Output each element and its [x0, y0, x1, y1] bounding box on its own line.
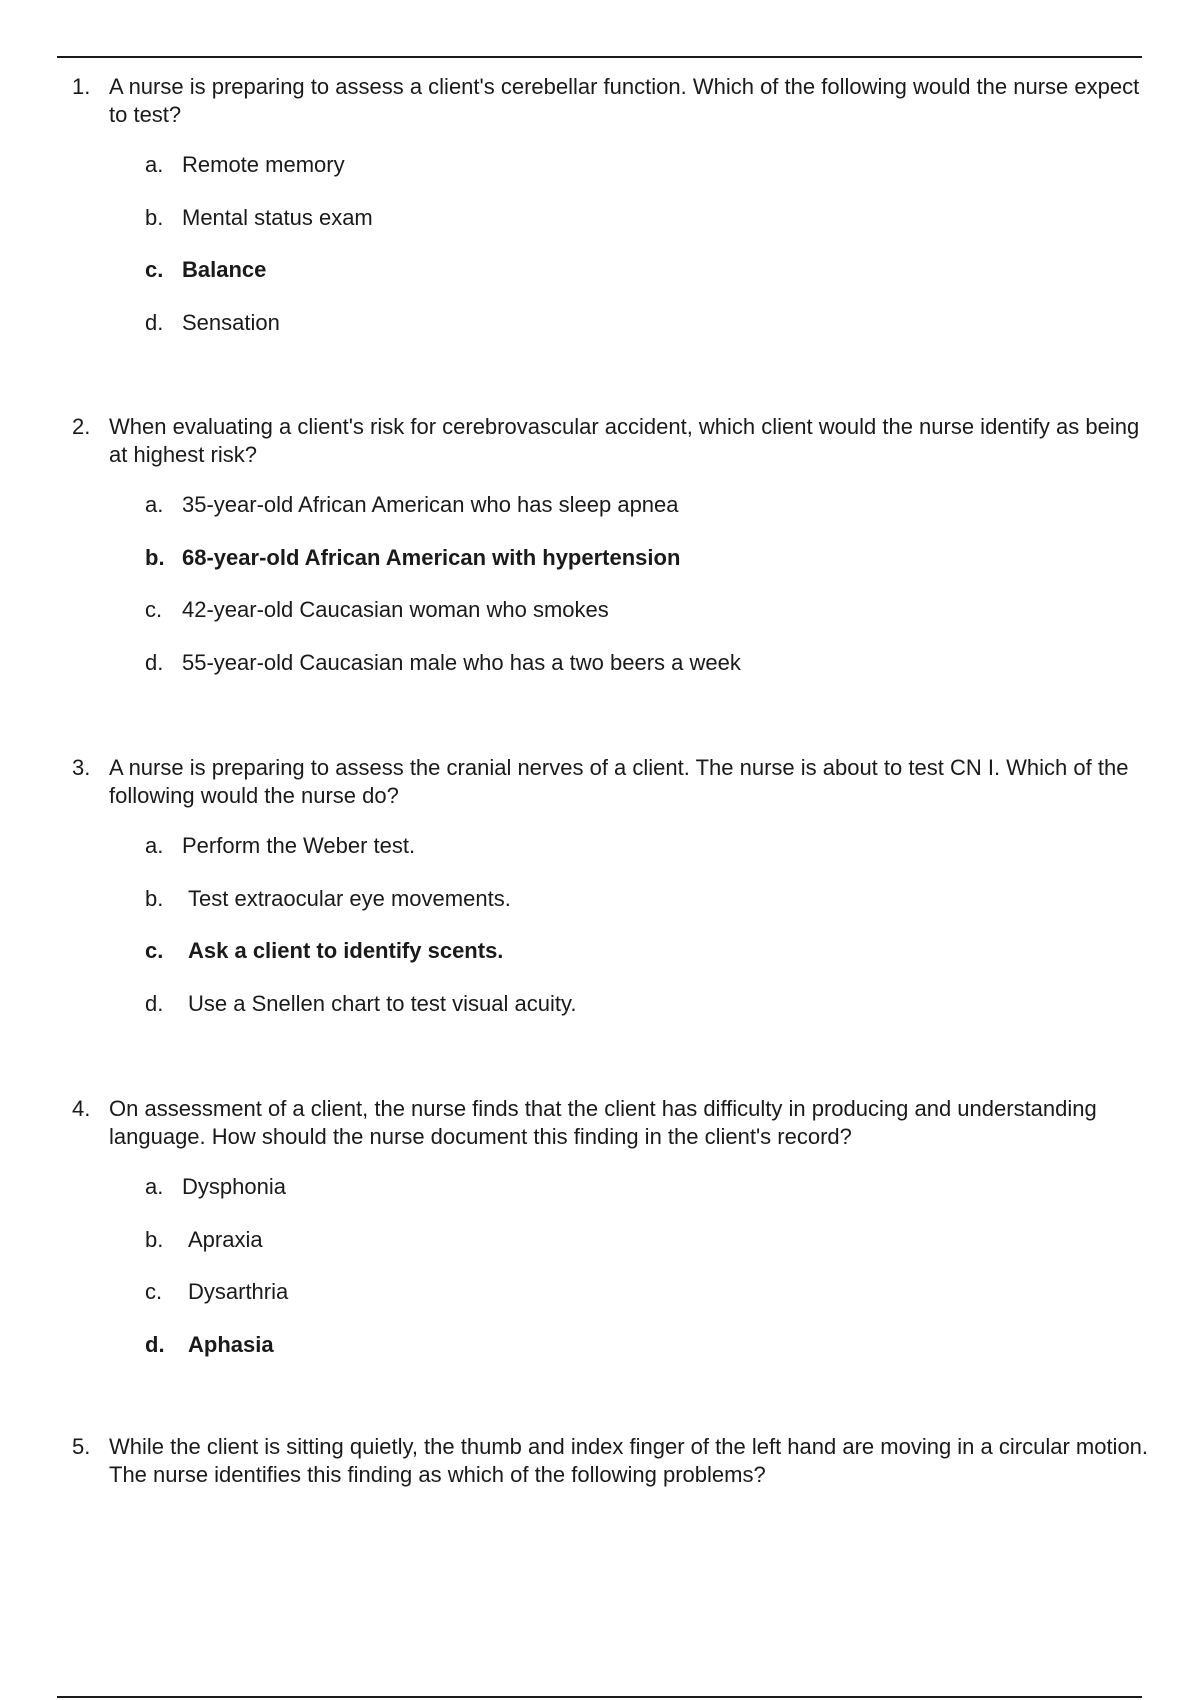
option-letter: b. [145, 885, 164, 911]
option-letter: a. [145, 492, 164, 517]
answer-option-d [72, 649, 1152, 702]
question-number: 4. [72, 1096, 91, 1121]
option-text: Use a Snellen chart to test visual acuity. [188, 990, 577, 1016]
option-letter: d. [145, 990, 164, 1016]
answer-option-c [72, 1278, 1152, 1331]
answer-option-d-correct [72, 1331, 1152, 1384]
question-text: A nurse is preparing to assess the cranial nerves of a client. The nurse is about to test CN I. Which of the following would the nurse do? [109, 755, 1129, 808]
answer-options [72, 151, 1152, 361]
option-text: 42-year-old Caucasian woman who smokes [182, 597, 609, 622]
option-text: Apraxia [188, 1226, 263, 1252]
answer-option-d [72, 990, 1152, 1043]
question-stem [72, 754, 1152, 810]
option-text: Perform the Weber test. [182, 833, 416, 858]
answer-option-c [72, 596, 1152, 649]
answer-options [72, 491, 1152, 701]
option-letter: d. [145, 649, 164, 675]
answer-option-a [72, 151, 1152, 204]
answer-option-d [72, 309, 1152, 362]
option-text: 55-year-old Caucasian male who has a two beers a week [182, 649, 741, 675]
answer-option-a [72, 832, 1152, 885]
bottom-rule [57, 1696, 1142, 1698]
option-letter: a. [145, 833, 164, 858]
question-stem [72, 73, 1152, 129]
question-text: On assessment of a client, the nurse finds that the client has difficulty in producing and understanding language. How should the nurse document this finding in the client's record? [109, 1096, 1097, 1149]
option-text: Dysarthria [188, 1279, 289, 1304]
option-letter: b. [145, 204, 164, 230]
option-letter: b. [145, 544, 165, 570]
question-1 [72, 73, 1152, 361]
answer-option-c-correct [72, 937, 1152, 990]
question-stem [72, 413, 1152, 469]
option-text: Ask a client to identify scents. [188, 938, 504, 963]
answer-option-b [72, 204, 1152, 257]
question-5 [72, 1433, 1152, 1489]
option-letter: b. [145, 1226, 164, 1252]
option-letter: d. [145, 309, 164, 335]
question-stem [72, 1433, 1152, 1489]
question-text: A nurse is preparing to assess a client's cerebellar function. Which of the following would the nurse expect to test? [109, 74, 1140, 127]
option-text: Remote memory [182, 152, 345, 177]
question-2 [72, 413, 1152, 701]
answer-option-a [72, 491, 1152, 544]
option-text: Sensation [182, 309, 280, 335]
question-number: 5. [72, 1434, 91, 1459]
question-text: When evaluating a client's risk for cerebrovascular accident, which client would the nurse identify as being at highest risk? [109, 414, 1140, 467]
question-4 [72, 1095, 1152, 1383]
answer-option-b [72, 885, 1152, 938]
option-letter: a. [145, 152, 164, 177]
option-letter: a. [145, 1174, 164, 1199]
question-3 [72, 754, 1152, 1042]
answer-option-b [72, 1226, 1152, 1279]
option-letter: d. [145, 1331, 165, 1357]
option-letter: c. [145, 1279, 163, 1304]
option-text: Dysphonia [182, 1174, 286, 1199]
answer-options [72, 832, 1152, 1042]
question-number: 1. [72, 74, 91, 99]
question-text: While the client is sitting quietly, the thumb and index finger of the left hand are moving in a circular motion. The nurse identifies this finding as which of the following problems? [109, 1434, 1149, 1487]
answer-option-a [72, 1173, 1152, 1226]
option-letter: c. [145, 597, 163, 622]
answer-option-b-correct [72, 544, 1152, 597]
answer-option-c-correct [72, 256, 1152, 309]
option-letter: c. [145, 257, 164, 282]
option-text: Balance [182, 257, 267, 282]
question-stem [72, 1095, 1152, 1151]
option-text: 35-year-old African American who has sleep apnea [182, 492, 679, 517]
question-number: 2. [72, 414, 91, 439]
top-rule [57, 56, 1142, 58]
answer-options [72, 1173, 1152, 1383]
option-text: Mental status exam [182, 204, 373, 230]
option-text: Aphasia [188, 1331, 274, 1357]
question-number: 3. [72, 755, 91, 780]
option-text: 68-year-old African American with hypertension [182, 544, 681, 570]
option-text: Test extraocular eye movements. [188, 885, 511, 911]
option-letter: c. [145, 938, 164, 963]
